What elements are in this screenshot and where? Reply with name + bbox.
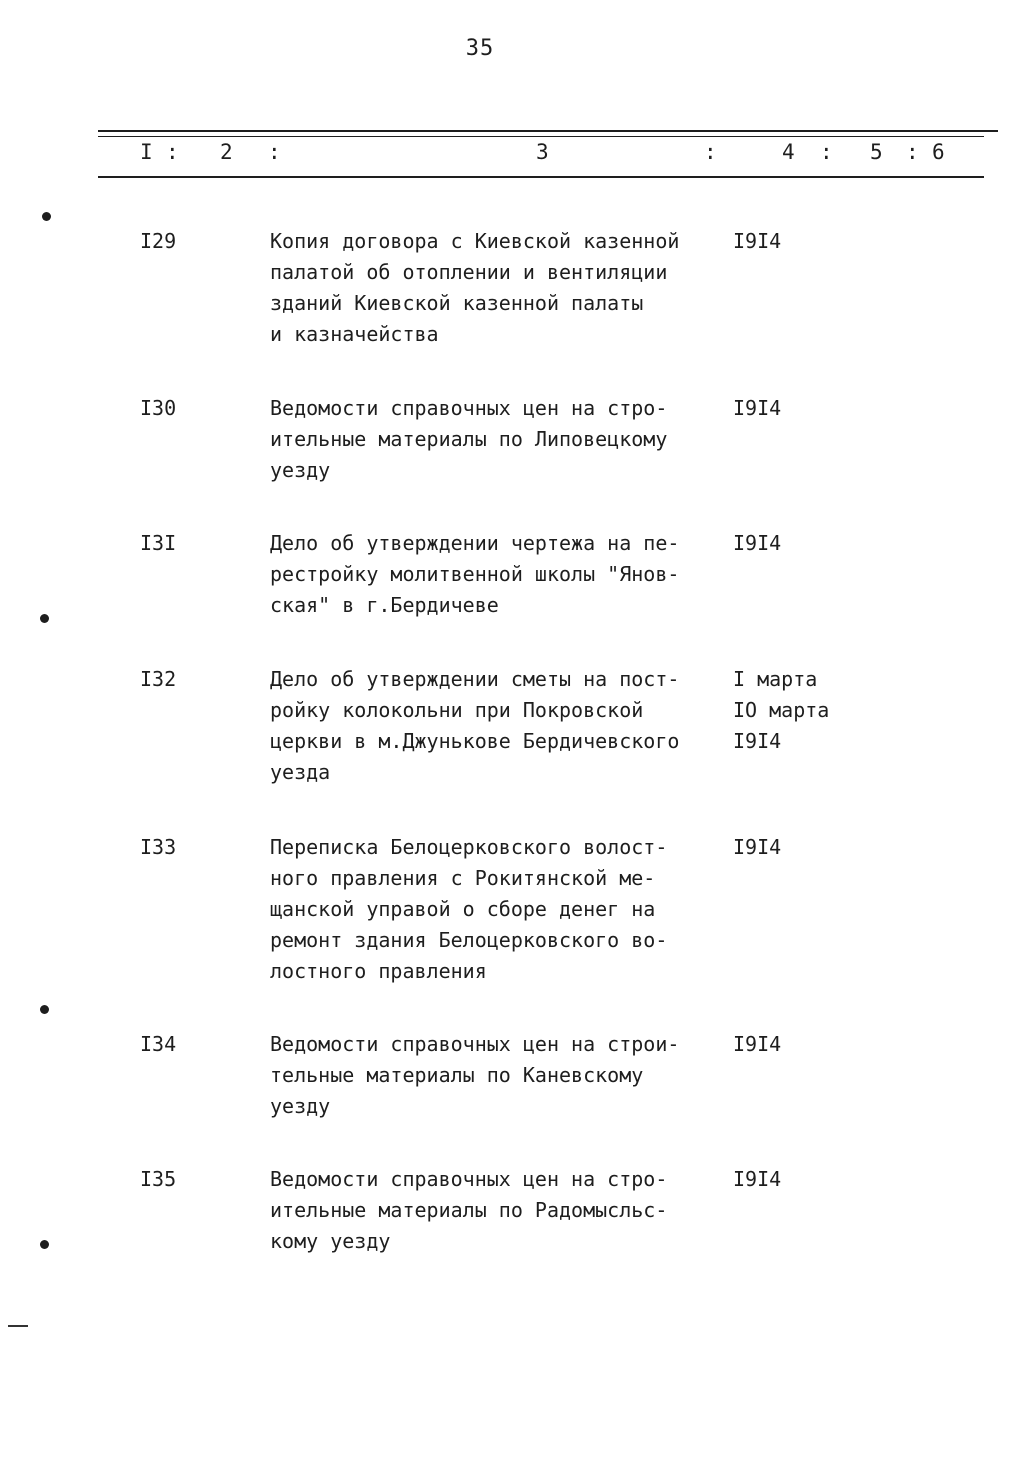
title-line: лостного правления [270,959,487,983]
title-line: ремонт здания Белоцерковского во- [270,928,668,952]
header-bottom-rule [98,176,984,178]
record-title [270,1164,720,1257]
record-number: I29 [140,229,177,253]
record-title [270,1029,720,1122]
date-line: I марта [733,667,818,691]
record-dates [733,1164,883,1195]
record-number: I35 [140,1167,177,1191]
date-line: IO марта [733,698,830,722]
date-line: I9I4 [733,729,782,753]
title-line: уезда [270,760,331,784]
title-line: уезду [270,458,331,482]
binder-hole-mark [40,614,49,623]
header-top-rule-thin [98,136,984,137]
title-line: ская" в г.Бердичеве [270,593,499,617]
record-dates [733,226,883,257]
binder-hole-mark [42,212,51,221]
title-line: палатой об отоплении и вентиляции [270,260,668,284]
page-number: 35 [465,36,495,61]
record-dates [733,664,883,757]
date-line: I9I4 [733,1032,782,1056]
record-number: I3I [140,531,177,555]
column-separator: : [166,140,179,164]
title-line: Ведомости справочных цен на стро- [270,396,668,420]
column-header-row [0,140,1024,170]
record-number: I33 [140,835,177,859]
date-line: I9I4 [733,531,782,555]
title-line: Ведомости справочных цен на строи- [270,1032,680,1056]
column-separator: : [704,140,717,164]
title-line: уезду [270,1094,331,1118]
title-line: щанской управой о сборе денег на [270,897,656,921]
record-dates [733,832,883,863]
column-header-2: 2 [220,140,233,164]
title-line: Копия договора с Киевской казенной [270,229,680,253]
title-line: церкви в м.Джунькове Бердичевского [270,729,680,753]
date-line: I9I4 [733,835,782,859]
record-number: I34 [140,1032,177,1056]
record-dates [733,393,883,424]
title-line: ительные материалы по Радомысльс- [270,1198,668,1222]
column-separator: : [820,140,833,164]
title-line: Дело об утверждении сметы на пост- [270,667,680,691]
binder-hole-mark [40,1240,49,1249]
title-line: зданий Киевской казенной палаты [270,291,644,315]
title-line: и казначейства [270,322,439,346]
record-dates [733,528,883,559]
title-line: ительные материалы по Липовецкому [270,427,668,451]
record-title [270,393,720,486]
record-dates [733,1029,883,1060]
title-line: Переписка Белоцерковского волост- [270,835,668,859]
column-header-3: 3 [536,140,549,164]
margin-mark [8,1325,28,1327]
record-number: I30 [140,396,177,420]
column-separator: : [268,140,281,164]
column-header-1: I [140,140,153,164]
title-line: рестройку молитвенной школы "Янов- [270,562,680,586]
column-header-4: 4 [782,140,795,164]
column-header-6: 6 [932,140,945,164]
record-title [270,664,720,788]
title-line: Ведомости справочных цен на стро- [270,1167,668,1191]
date-line: I9I4 [733,396,782,420]
title-line: Дело об утверждении чертежа на пе- [270,531,680,555]
record-title [270,832,720,987]
date-line: I9I4 [733,229,782,253]
header-top-rule [98,130,998,132]
date-line: I9I4 [733,1167,782,1191]
column-separator: : [906,140,919,164]
title-line: кому уезду [270,1229,391,1253]
title-line: ройку колокольни при Покровской [270,698,644,722]
column-header-5: 5 [870,140,883,164]
title-line: тельные материалы по Каневскому [270,1063,644,1087]
record-title [270,528,720,621]
record-number: I32 [140,667,177,691]
record-title [270,226,720,350]
binder-hole-mark [40,1005,49,1014]
title-line: ного правления с Рокитянской ме- [270,866,656,890]
